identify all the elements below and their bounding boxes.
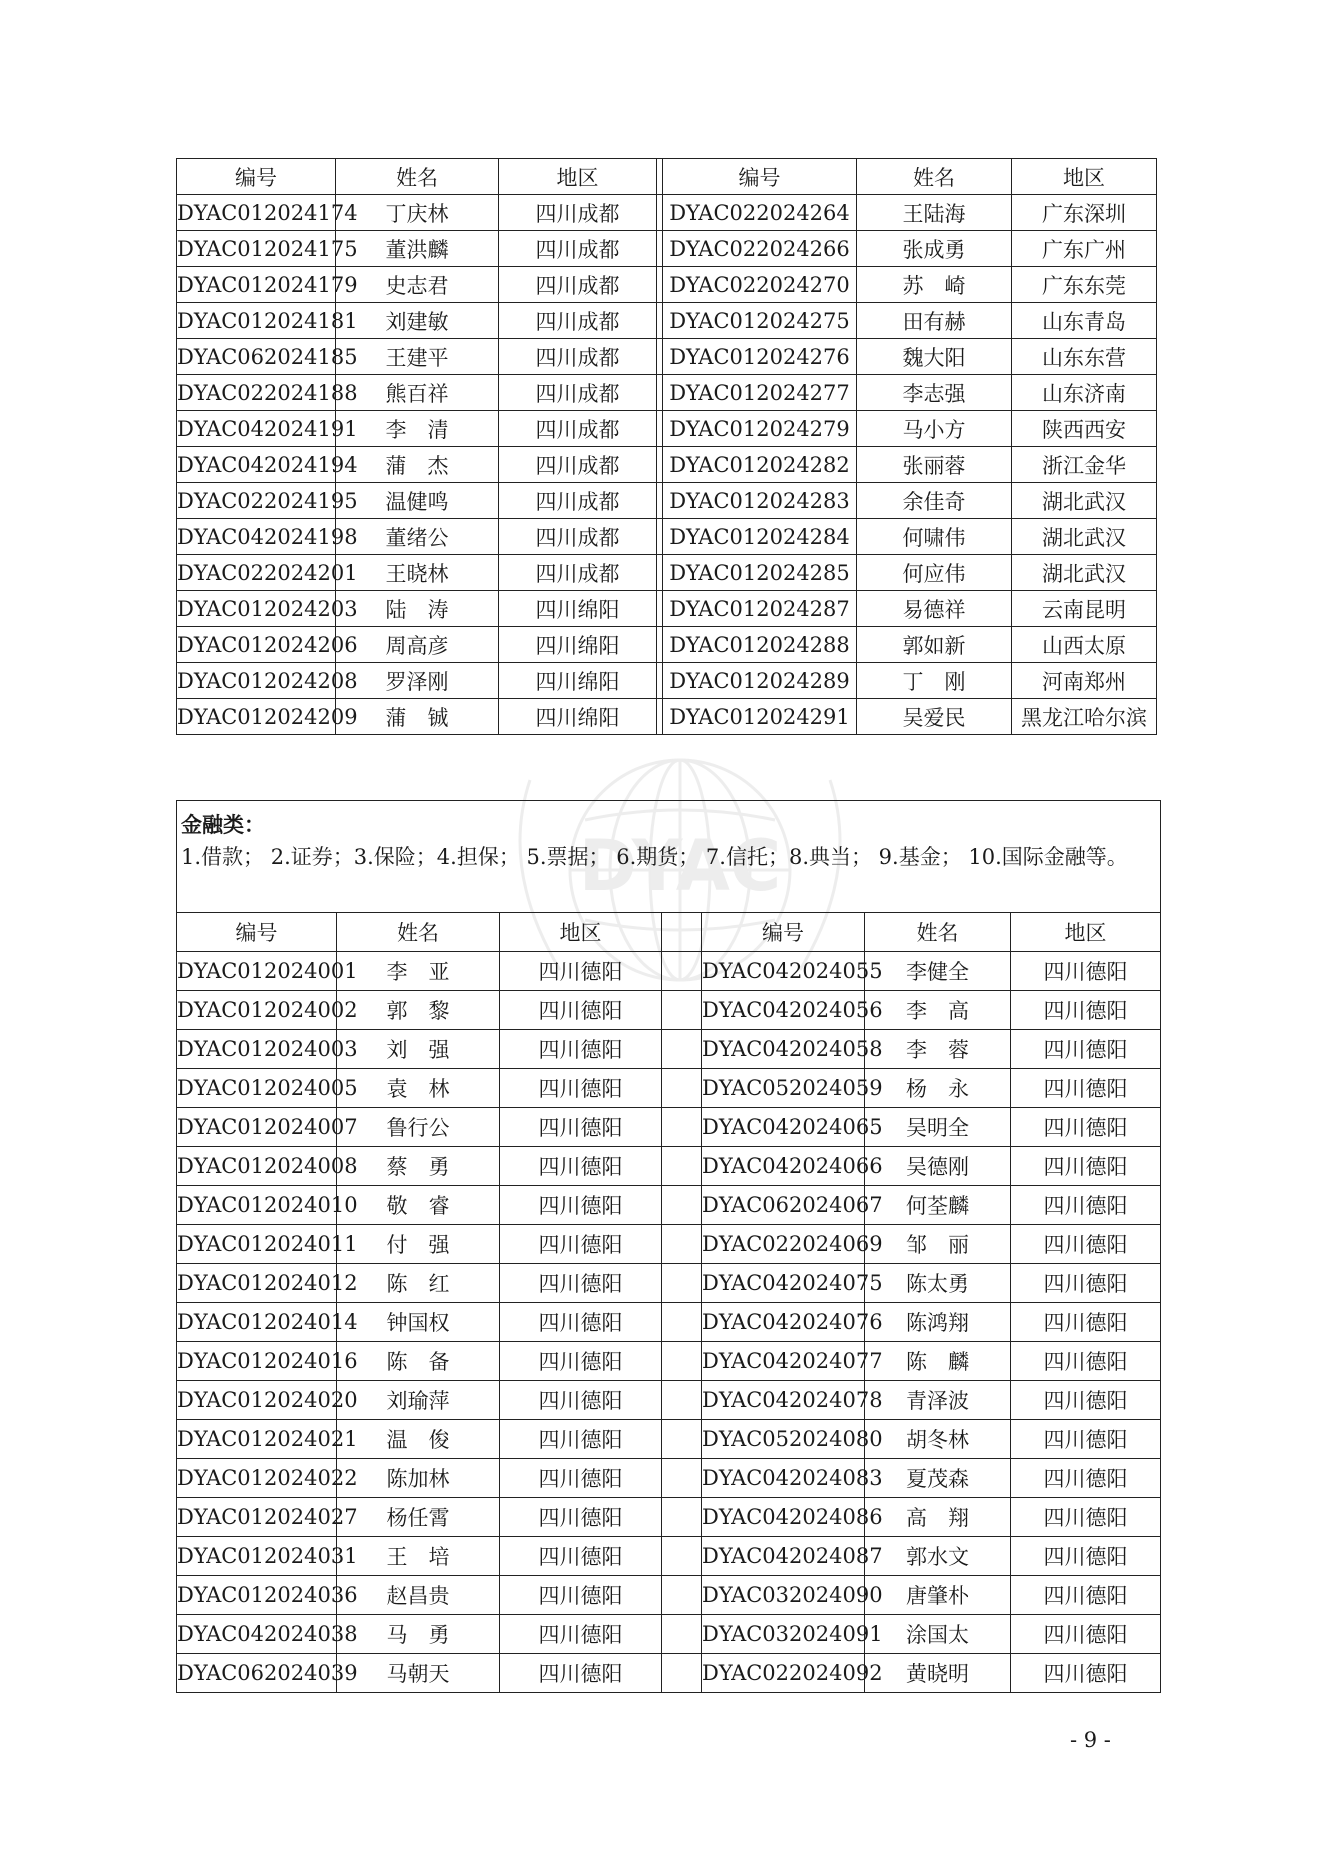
name-cell: 王建平 xyxy=(336,339,499,375)
region-cell: 四川德阳 xyxy=(1011,1225,1161,1264)
column-gap xyxy=(662,1225,702,1264)
region-cell: 四川德阳 xyxy=(1011,1420,1161,1459)
name-cell: 袁 林 xyxy=(337,1069,500,1108)
region-cell: 四川德阳 xyxy=(1011,1303,1161,1342)
id-cell: DYAC012024036 xyxy=(177,1576,337,1615)
name-cell: 魏大阳 xyxy=(857,339,1012,375)
id-cell: DYAC012024008 xyxy=(177,1147,337,1186)
id-cell: DYAC012024285 xyxy=(663,555,857,591)
name-cell: 温健鸣 xyxy=(336,483,499,519)
name-cell: 何荃麟 xyxy=(865,1186,1011,1225)
region-cell: 广东深圳 xyxy=(1012,195,1157,231)
name-cell: 姓名 xyxy=(857,159,1012,195)
id-cell: 编号 xyxy=(663,159,857,195)
name-cell: 黄晓明 xyxy=(865,1654,1011,1693)
id-cell: DYAC012024005 xyxy=(177,1069,337,1108)
name-cell: 张成勇 xyxy=(857,231,1012,267)
table-row xyxy=(177,591,1157,627)
id-cell: DYAC012024174 xyxy=(177,195,336,231)
column-gap xyxy=(662,1108,702,1147)
table-row xyxy=(177,663,1157,699)
table-row xyxy=(177,1342,1161,1381)
region-cell: 四川绵阳 xyxy=(499,663,657,699)
table-row xyxy=(177,1654,1161,1693)
name-cell: 丁 刚 xyxy=(857,663,1012,699)
region-cell: 四川德阳 xyxy=(500,1225,662,1264)
region-cell: 四川德阳 xyxy=(1011,952,1161,991)
name-cell: 刘建敏 xyxy=(336,303,499,339)
id-cell: DYAC022024195 xyxy=(177,483,336,519)
name-cell: 陈 红 xyxy=(337,1264,500,1303)
region-cell: 河南郑州 xyxy=(1012,663,1157,699)
id-cell: DYAC012024175 xyxy=(177,231,336,267)
name-cell: 杨 永 xyxy=(865,1069,1011,1108)
region-cell: 四川德阳 xyxy=(500,1342,662,1381)
id-cell: DYAC012024007 xyxy=(177,1108,337,1147)
name-cell: 敬 睿 xyxy=(337,1186,500,1225)
region-cell: 四川德阳 xyxy=(1011,1147,1161,1186)
table-row xyxy=(177,1108,1161,1147)
region-cell: 四川德阳 xyxy=(500,1459,662,1498)
name-cell: 苏 崎 xyxy=(857,267,1012,303)
id-cell: DYAC012024275 xyxy=(663,303,857,339)
region-cell: 四川德阳 xyxy=(500,1576,662,1615)
id-cell: DYAC012024287 xyxy=(663,591,857,627)
table-row xyxy=(177,1420,1161,1459)
table-row xyxy=(177,991,1161,1030)
region-cell: 山东济南 xyxy=(1012,375,1157,411)
name-cell: 姓名 xyxy=(336,159,499,195)
table-row xyxy=(177,555,1157,591)
id-cell: DYAC012024283 xyxy=(663,483,857,519)
id-cell: DYAC012024181 xyxy=(177,303,336,339)
region-cell: 四川绵阳 xyxy=(499,591,657,627)
region-cell: 四川成都 xyxy=(499,303,657,339)
table-row xyxy=(177,1498,1161,1537)
column-gap xyxy=(662,1615,702,1654)
region-cell: 山东东营 xyxy=(1012,339,1157,375)
name-cell: 王晓林 xyxy=(336,555,499,591)
name-cell: 蒲 杰 xyxy=(336,447,499,483)
name-cell: 付 强 xyxy=(337,1225,500,1264)
column-gap xyxy=(662,1303,702,1342)
region-cell: 四川绵阳 xyxy=(499,699,657,735)
id-cell: DYAC012024003 xyxy=(177,1030,337,1069)
column-gap xyxy=(662,1654,702,1693)
name-cell: 温 俊 xyxy=(337,1420,500,1459)
finance-category-title: 金融类： xyxy=(181,813,265,837)
id-cell: 编号 xyxy=(177,913,337,952)
name-cell: 夏茂森 xyxy=(865,1459,1011,1498)
region-cell: 湖北武汉 xyxy=(1012,519,1157,555)
region-cell: 地区 xyxy=(499,159,657,195)
region-cell: 四川德阳 xyxy=(1011,1381,1161,1420)
region-cell: 四川德阳 xyxy=(1011,1030,1161,1069)
region-cell: 四川德阳 xyxy=(500,1030,662,1069)
region-cell: 地区 xyxy=(500,913,662,952)
table-row xyxy=(177,1225,1161,1264)
roster-table-finance xyxy=(176,800,1161,1693)
region-cell: 地区 xyxy=(1012,159,1157,195)
name-cell: 陈加林 xyxy=(337,1459,500,1498)
name-cell: 姓名 xyxy=(337,913,500,952)
name-cell: 王 培 xyxy=(337,1537,500,1576)
id-cell: DYAC012024010 xyxy=(177,1186,337,1225)
table-row xyxy=(177,231,1157,267)
table-row xyxy=(177,952,1161,991)
id-cell: DYAC042024086 xyxy=(702,1498,865,1537)
table-row xyxy=(177,1069,1161,1108)
name-cell: 蔡 勇 xyxy=(337,1147,500,1186)
name-cell: 郭 黎 xyxy=(337,991,500,1030)
column-gap xyxy=(662,1030,702,1069)
column-gap xyxy=(662,1069,702,1108)
region-cell: 浙江金华 xyxy=(1012,447,1157,483)
name-cell: 罗泽刚 xyxy=(336,663,499,699)
id-cell: DYAC052024080 xyxy=(702,1420,865,1459)
table-row xyxy=(177,1186,1161,1225)
name-cell: 董洪麟 xyxy=(336,231,499,267)
region-cell: 四川德阳 xyxy=(1011,1537,1161,1576)
name-cell: 何啸伟 xyxy=(857,519,1012,555)
id-cell: DYAC012024031 xyxy=(177,1537,337,1576)
name-cell: 熊百祥 xyxy=(336,375,499,411)
table-row xyxy=(177,699,1157,735)
name-cell: 史志君 xyxy=(336,267,499,303)
region-cell: 四川成都 xyxy=(499,231,657,267)
id-cell: DYAC012024282 xyxy=(663,447,857,483)
name-cell: 胡冬林 xyxy=(865,1420,1011,1459)
id-cell: DYAC012024284 xyxy=(663,519,857,555)
region-cell: 四川德阳 xyxy=(500,952,662,991)
region-cell: 四川德阳 xyxy=(1011,1108,1161,1147)
name-cell: 李 清 xyxy=(336,411,499,447)
finance-category-list: 1.借款； 2.证券；3.保险；4.担保； 5.票据； 6.期货； 7.信托；8.典当； 9.基金； 10.国际金融等。 xyxy=(181,845,1128,869)
name-cell: 陆 涛 xyxy=(336,591,499,627)
region-cell: 四川成都 xyxy=(499,339,657,375)
id-cell: DYAC012024021 xyxy=(177,1420,337,1459)
region-cell: 四川德阳 xyxy=(1011,1264,1161,1303)
region-cell: 地区 xyxy=(1011,913,1161,952)
table-row xyxy=(177,195,1157,231)
id-cell: DYAC042024066 xyxy=(702,1147,865,1186)
region-cell: 四川德阳 xyxy=(1011,1342,1161,1381)
id-cell: DYAC042024194 xyxy=(177,447,336,483)
id-cell: DYAC012024016 xyxy=(177,1342,337,1381)
name-cell: 蒲 铖 xyxy=(336,699,499,735)
id-cell: DYAC022024069 xyxy=(702,1225,865,1264)
region-cell: 湖北武汉 xyxy=(1012,483,1157,519)
region-cell: 四川德阳 xyxy=(500,1147,662,1186)
region-cell: 四川德阳 xyxy=(500,1654,662,1693)
region-cell: 四川德阳 xyxy=(500,991,662,1030)
name-cell: 田有赫 xyxy=(857,303,1012,339)
region-cell: 四川成都 xyxy=(499,195,657,231)
column-gap xyxy=(662,991,702,1030)
name-cell: 周高彦 xyxy=(336,627,499,663)
id-cell: DYAC012024002 xyxy=(177,991,337,1030)
region-cell: 黑龙江哈尔滨 xyxy=(1012,699,1157,735)
region-cell: 陕西西安 xyxy=(1012,411,1157,447)
table-row xyxy=(177,627,1157,663)
name-cell: 赵昌贵 xyxy=(337,1576,500,1615)
name-cell: 马小方 xyxy=(857,411,1012,447)
id-cell: DYAC012024291 xyxy=(663,699,857,735)
name-cell: 陈 麟 xyxy=(865,1342,1011,1381)
name-cell: 余佳奇 xyxy=(857,483,1012,519)
name-cell: 刘 强 xyxy=(337,1030,500,1069)
id-cell: DYAC042024191 xyxy=(177,411,336,447)
id-cell: DYAC012024022 xyxy=(177,1459,337,1498)
name-cell: 吴明全 xyxy=(865,1108,1011,1147)
id-cell: DYAC012024279 xyxy=(663,411,857,447)
region-cell: 四川德阳 xyxy=(500,1498,662,1537)
name-cell: 鲁行公 xyxy=(337,1108,500,1147)
column-gap xyxy=(662,1576,702,1615)
name-cell: 李 亚 xyxy=(337,952,500,991)
table-row xyxy=(177,303,1157,339)
id-cell: DYAC012024012 xyxy=(177,1264,337,1303)
region-cell: 云南昆明 xyxy=(1012,591,1157,627)
table-row xyxy=(177,1537,1161,1576)
id-cell: DYAC042024058 xyxy=(702,1030,865,1069)
region-cell: 山西太原 xyxy=(1012,627,1157,663)
column-gap xyxy=(662,952,702,991)
table-row xyxy=(177,1576,1161,1615)
id-cell: 编号 xyxy=(702,913,865,952)
name-cell: 陈太勇 xyxy=(865,1264,1011,1303)
table-row xyxy=(177,1264,1161,1303)
name-cell: 李健全 xyxy=(865,952,1011,991)
name-cell: 李 高 xyxy=(865,991,1011,1030)
id-cell: DYAC052024059 xyxy=(702,1069,865,1108)
id-cell: DYAC042024078 xyxy=(702,1381,865,1420)
id-cell: DYAC042024038 xyxy=(177,1615,337,1654)
table-row xyxy=(177,1303,1161,1342)
table-header-row xyxy=(177,913,1161,952)
name-cell: 李 蓉 xyxy=(865,1030,1011,1069)
svg-text:DYAC: DYAC xyxy=(578,825,782,907)
region-cell: 四川德阳 xyxy=(1011,1654,1161,1693)
column-gap xyxy=(662,1264,702,1303)
id-cell: DYAC022024201 xyxy=(177,555,336,591)
region-cell: 广东广州 xyxy=(1012,231,1157,267)
id-cell: DYAC012024203 xyxy=(177,591,336,627)
id-cell: DYAC022024270 xyxy=(663,267,857,303)
column-gap xyxy=(662,1537,702,1576)
table-row xyxy=(177,447,1157,483)
name-cell: 姓名 xyxy=(865,913,1011,952)
name-cell: 郭水文 xyxy=(865,1537,1011,1576)
id-cell: DYAC022024092 xyxy=(702,1654,865,1693)
id-cell: DYAC042024077 xyxy=(702,1342,865,1381)
id-cell: DYAC042024198 xyxy=(177,519,336,555)
id-cell: DYAC012024014 xyxy=(177,1303,337,1342)
region-cell: 四川德阳 xyxy=(1011,991,1161,1030)
table-row xyxy=(177,1615,1161,1654)
region-cell: 四川德阳 xyxy=(500,1615,662,1654)
name-cell: 郭如新 xyxy=(857,627,1012,663)
name-cell: 马朝天 xyxy=(337,1654,500,1693)
table-row xyxy=(177,1381,1161,1420)
region-cell: 四川成都 xyxy=(499,267,657,303)
name-cell: 杨任霄 xyxy=(337,1498,500,1537)
id-cell: DYAC042024055 xyxy=(702,952,865,991)
region-cell: 四川绵阳 xyxy=(499,627,657,663)
table-row xyxy=(177,339,1157,375)
table-row xyxy=(177,1459,1161,1498)
table-row xyxy=(177,375,1157,411)
column-gap xyxy=(662,1459,702,1498)
region-cell: 四川德阳 xyxy=(1011,1459,1161,1498)
name-cell: 刘瑜萍 xyxy=(337,1381,500,1420)
region-cell: 四川德阳 xyxy=(1011,1615,1161,1654)
name-cell: 唐肇朴 xyxy=(865,1576,1011,1615)
id-cell: DYAC012024027 xyxy=(177,1498,337,1537)
column-gap xyxy=(662,913,702,952)
name-cell: 陈鸿翔 xyxy=(865,1303,1011,1342)
region-cell: 广东东莞 xyxy=(1012,267,1157,303)
id-cell: DYAC012024011 xyxy=(177,1225,337,1264)
id-cell: DYAC042024076 xyxy=(702,1303,865,1342)
id-cell: DYAC012024288 xyxy=(663,627,857,663)
id-cell: DYAC032024091 xyxy=(702,1615,865,1654)
region-cell: 四川德阳 xyxy=(500,1537,662,1576)
table-row xyxy=(177,483,1157,519)
id-cell: DYAC012024209 xyxy=(177,699,336,735)
id-cell: DYAC012024208 xyxy=(177,663,336,699)
id-cell: DYAC012024179 xyxy=(177,267,336,303)
region-cell: 四川成都 xyxy=(499,411,657,447)
table-row xyxy=(177,411,1157,447)
table-row xyxy=(177,1030,1161,1069)
id-cell: DYAC012024289 xyxy=(663,663,857,699)
region-cell: 四川德阳 xyxy=(500,1264,662,1303)
id-cell: DYAC012024001 xyxy=(177,952,337,991)
id-cell: DYAC012024277 xyxy=(663,375,857,411)
id-cell: DYAC042024075 xyxy=(702,1264,865,1303)
region-cell: 四川德阳 xyxy=(500,1186,662,1225)
name-cell: 丁庆林 xyxy=(336,195,499,231)
roster-table-1 xyxy=(176,158,1157,735)
name-cell: 陈 备 xyxy=(337,1342,500,1381)
region-cell: 四川成都 xyxy=(499,375,657,411)
id-cell: DYAC042024083 xyxy=(702,1459,865,1498)
name-cell: 邹 丽 xyxy=(865,1225,1011,1264)
region-cell: 四川成都 xyxy=(499,447,657,483)
id-cell: DYAC012024276 xyxy=(663,339,857,375)
region-cell: 四川德阳 xyxy=(1011,1186,1161,1225)
region-cell: 四川德阳 xyxy=(1011,1576,1161,1615)
id-cell: DYAC012024206 xyxy=(177,627,336,663)
column-gap xyxy=(662,1147,702,1186)
column-gap xyxy=(662,1342,702,1381)
id-cell: DYAC062024067 xyxy=(702,1186,865,1225)
name-cell: 吴爱民 xyxy=(857,699,1012,735)
id-cell: DYAC042024087 xyxy=(702,1537,865,1576)
name-cell: 李志强 xyxy=(857,375,1012,411)
column-gap xyxy=(662,1381,702,1420)
id-cell: DYAC022024266 xyxy=(663,231,857,267)
region-cell: 四川成都 xyxy=(499,483,657,519)
name-cell: 高 翔 xyxy=(865,1498,1011,1537)
name-cell: 董绪公 xyxy=(336,519,499,555)
name-cell: 何应伟 xyxy=(857,555,1012,591)
region-cell: 四川成都 xyxy=(499,519,657,555)
region-cell: 山东青岛 xyxy=(1012,303,1157,339)
finance-category-cell xyxy=(177,801,1161,913)
region-cell: 四川德阳 xyxy=(500,1381,662,1420)
table-header-row xyxy=(177,159,1157,195)
name-cell: 马 勇 xyxy=(337,1615,500,1654)
column-gap xyxy=(662,1498,702,1537)
id-cell: DYAC012024020 xyxy=(177,1381,337,1420)
column-gap xyxy=(662,1186,702,1225)
id-cell: DYAC042024056 xyxy=(702,991,865,1030)
column-gap xyxy=(662,1420,702,1459)
region-cell: 湖北武汉 xyxy=(1012,555,1157,591)
region-cell: 四川德阳 xyxy=(1011,1069,1161,1108)
name-cell: 易德祥 xyxy=(857,591,1012,627)
region-cell: 四川德阳 xyxy=(500,1108,662,1147)
id-cell: DYAC062024185 xyxy=(177,339,336,375)
name-cell: 涂国太 xyxy=(865,1615,1011,1654)
name-cell: 吴德刚 xyxy=(865,1147,1011,1186)
region-cell: 四川成都 xyxy=(499,555,657,591)
region-cell: 四川德阳 xyxy=(500,1420,662,1459)
region-cell: 四川德阳 xyxy=(500,1069,662,1108)
id-cell: DYAC022024188 xyxy=(177,375,336,411)
name-cell: 钟国权 xyxy=(337,1303,500,1342)
name-cell: 青泽波 xyxy=(865,1381,1011,1420)
region-cell: 四川德阳 xyxy=(1011,1498,1161,1537)
id-cell: DYAC022024264 xyxy=(663,195,857,231)
table-row xyxy=(177,519,1157,555)
page-number: - 9 - xyxy=(1070,1728,1111,1752)
id-cell: DYAC032024090 xyxy=(702,1576,865,1615)
id-cell: DYAC042024065 xyxy=(702,1108,865,1147)
table-row xyxy=(177,1147,1161,1186)
table-row xyxy=(177,267,1157,303)
name-cell: 张丽蓉 xyxy=(857,447,1012,483)
region-cell: 四川德阳 xyxy=(500,1303,662,1342)
id-cell: DYAC062024039 xyxy=(177,1654,337,1693)
name-cell: 王陆海 xyxy=(857,195,1012,231)
id-cell: 编号 xyxy=(177,159,336,195)
